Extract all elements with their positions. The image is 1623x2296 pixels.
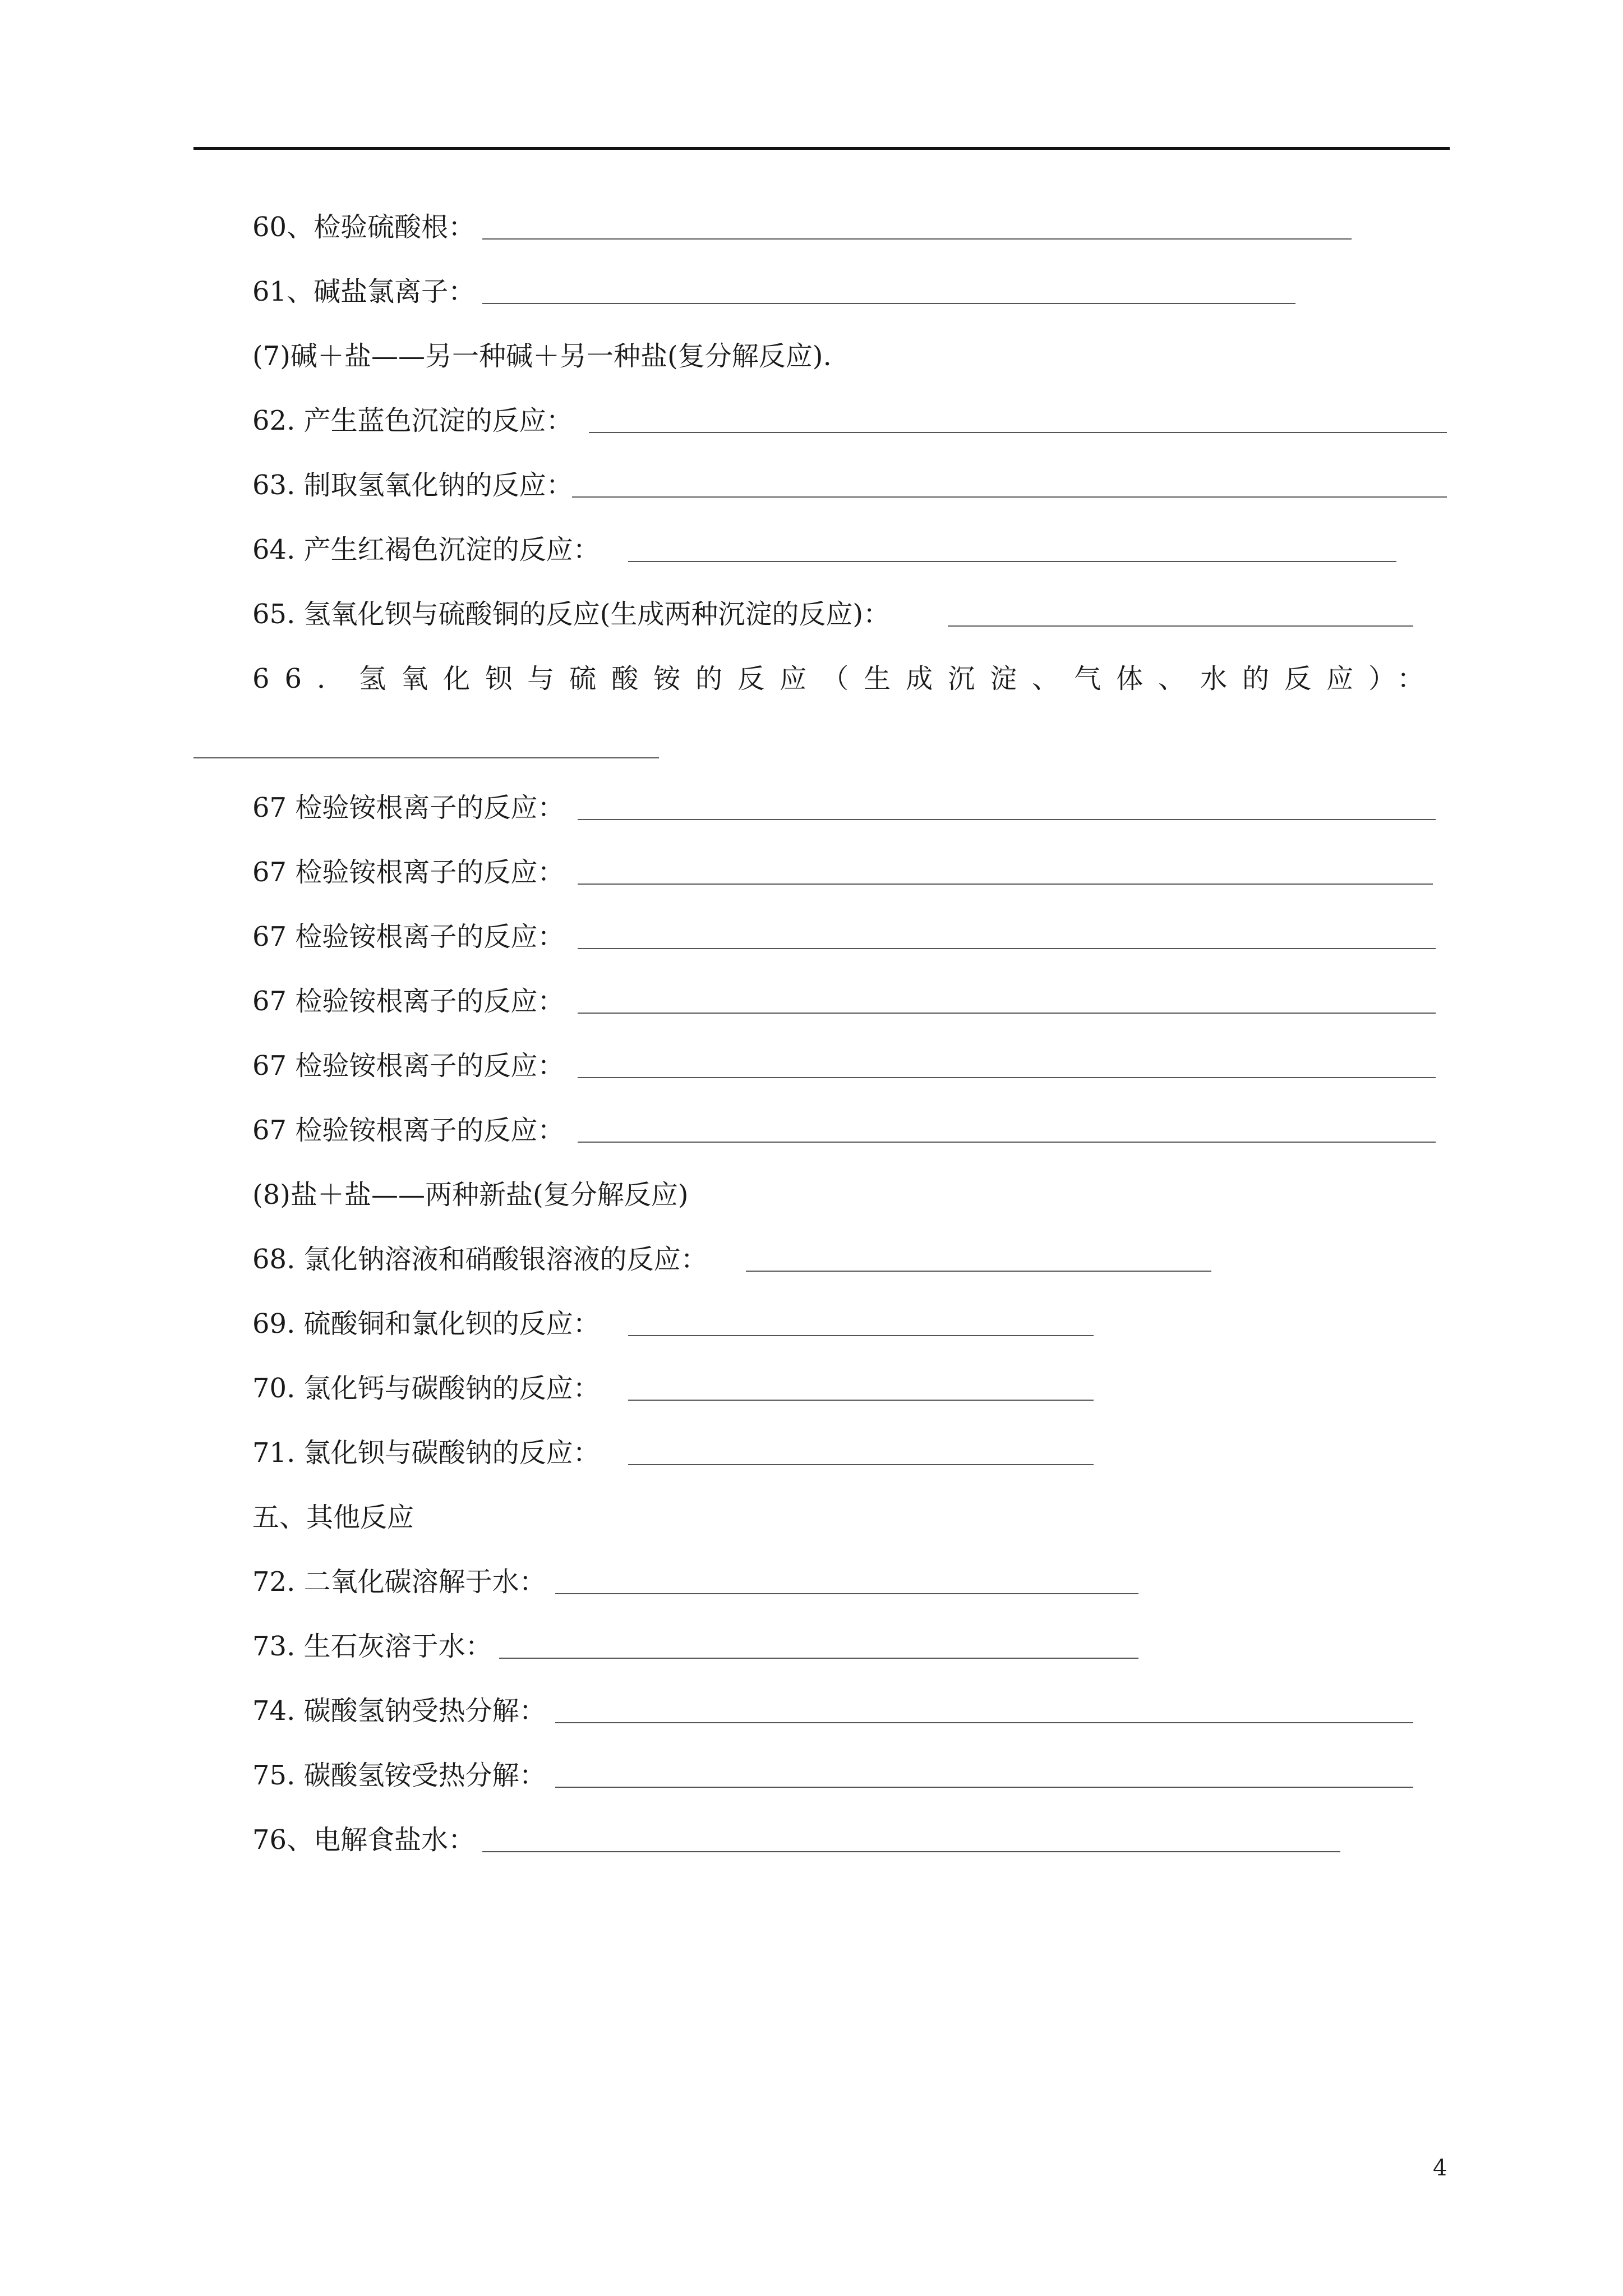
answer-blank-68[interactable]	[746, 1271, 1211, 1272]
answer-blank-60[interactable]	[482, 238, 1352, 240]
question-60: 60、检验硫酸根：	[252, 211, 476, 243]
answer-blank-65[interactable]	[948, 625, 1413, 627]
page-number: 4	[1433, 2155, 1447, 2181]
question-69: 69. 硫酸铜和氯化钡的反应：	[252, 1308, 600, 1340]
answer-blank-74[interactable]	[555, 1722, 1413, 1723]
answer-blank-72[interactable]	[555, 1593, 1138, 1594]
question-75: 75. 碳酸氢铵受热分解：	[252, 1760, 546, 1791]
section-8-heading: (8)盐＋盐——两种新盐(复分解反应)	[252, 1179, 689, 1211]
answer-blank-73[interactable]	[499, 1658, 1138, 1659]
question-61: 61、碱盐氯离子：	[252, 276, 476, 307]
answer-blank-64[interactable]	[628, 561, 1396, 562]
question-70: 70. 氯化钙与碳酸钠的反应：	[252, 1373, 600, 1404]
answer-blank-67[interactable]	[578, 1077, 1436, 1078]
answer-blank-62[interactable]	[589, 432, 1447, 433]
question-76: 76、电解食盐水：	[252, 1824, 476, 1856]
question-68: 68. 氯化钠溶液和硝酸银溶液的反应：	[252, 1244, 708, 1275]
answer-blank-67[interactable]	[578, 884, 1433, 885]
question-71: 71. 氯化钡与碳酸钠的反应：	[252, 1437, 600, 1469]
answer-blank-61[interactable]	[482, 303, 1295, 304]
answer-blank-67[interactable]	[578, 1013, 1436, 1014]
question-67: 67 检验铵根离子的反应：	[252, 986, 565, 1017]
question-67: 67 检验铵根离子的反应：	[252, 857, 565, 888]
question-67: 67 检验铵根离子的反应：	[252, 1115, 565, 1146]
question-64: 64. 产生红褐色沉淀的反应：	[252, 534, 600, 565]
answer-blank-69[interactable]	[628, 1335, 1094, 1336]
header-rule	[193, 147, 1450, 150]
question-65: 65. 氢氧化钡与硫酸铜的反应(生成两种沉淀的反应)：	[252, 599, 891, 630]
answer-blank-70[interactable]	[628, 1400, 1094, 1401]
question-67: 67 检验铵根离子的反应：	[252, 792, 565, 823]
answer-blank-63[interactable]	[572, 496, 1447, 498]
question-63: 63. 制取氢氧化钠的反应：	[252, 470, 573, 501]
question-66: 66．氢氧化钡与硫酸铵的反应（生成沉淀、气体、水的反应）：	[252, 663, 1440, 694]
question-67: 67 检验铵根离子的反应：	[252, 1050, 565, 1082]
answer-blank-67[interactable]	[578, 948, 1436, 949]
question-72: 72. 二氧化碳溶解于水：	[252, 1566, 546, 1598]
section-7-heading: (7)碱＋盐——另一种碱＋另一种盐(复分解反应).	[252, 341, 832, 372]
answer-blank-75[interactable]	[555, 1787, 1413, 1788]
answer-blank-67[interactable]	[578, 1142, 1436, 1143]
answer-blank-76[interactable]	[482, 1851, 1340, 1852]
answer-blank-67[interactable]	[578, 819, 1436, 820]
question-67: 67 检验铵根离子的反应：	[252, 921, 565, 953]
question-74: 74. 碳酸氢钠受热分解：	[252, 1695, 546, 1727]
answer-blank-71[interactable]	[628, 1464, 1094, 1465]
question-62: 62. 产生蓝色沉淀的反应：	[252, 405, 573, 436]
section-5-heading: 五、其他反应	[252, 1502, 414, 1533]
answer-blank-66[interactable]	[193, 757, 659, 758]
question-73: 73. 生石灰溶于水：	[252, 1631, 492, 1662]
